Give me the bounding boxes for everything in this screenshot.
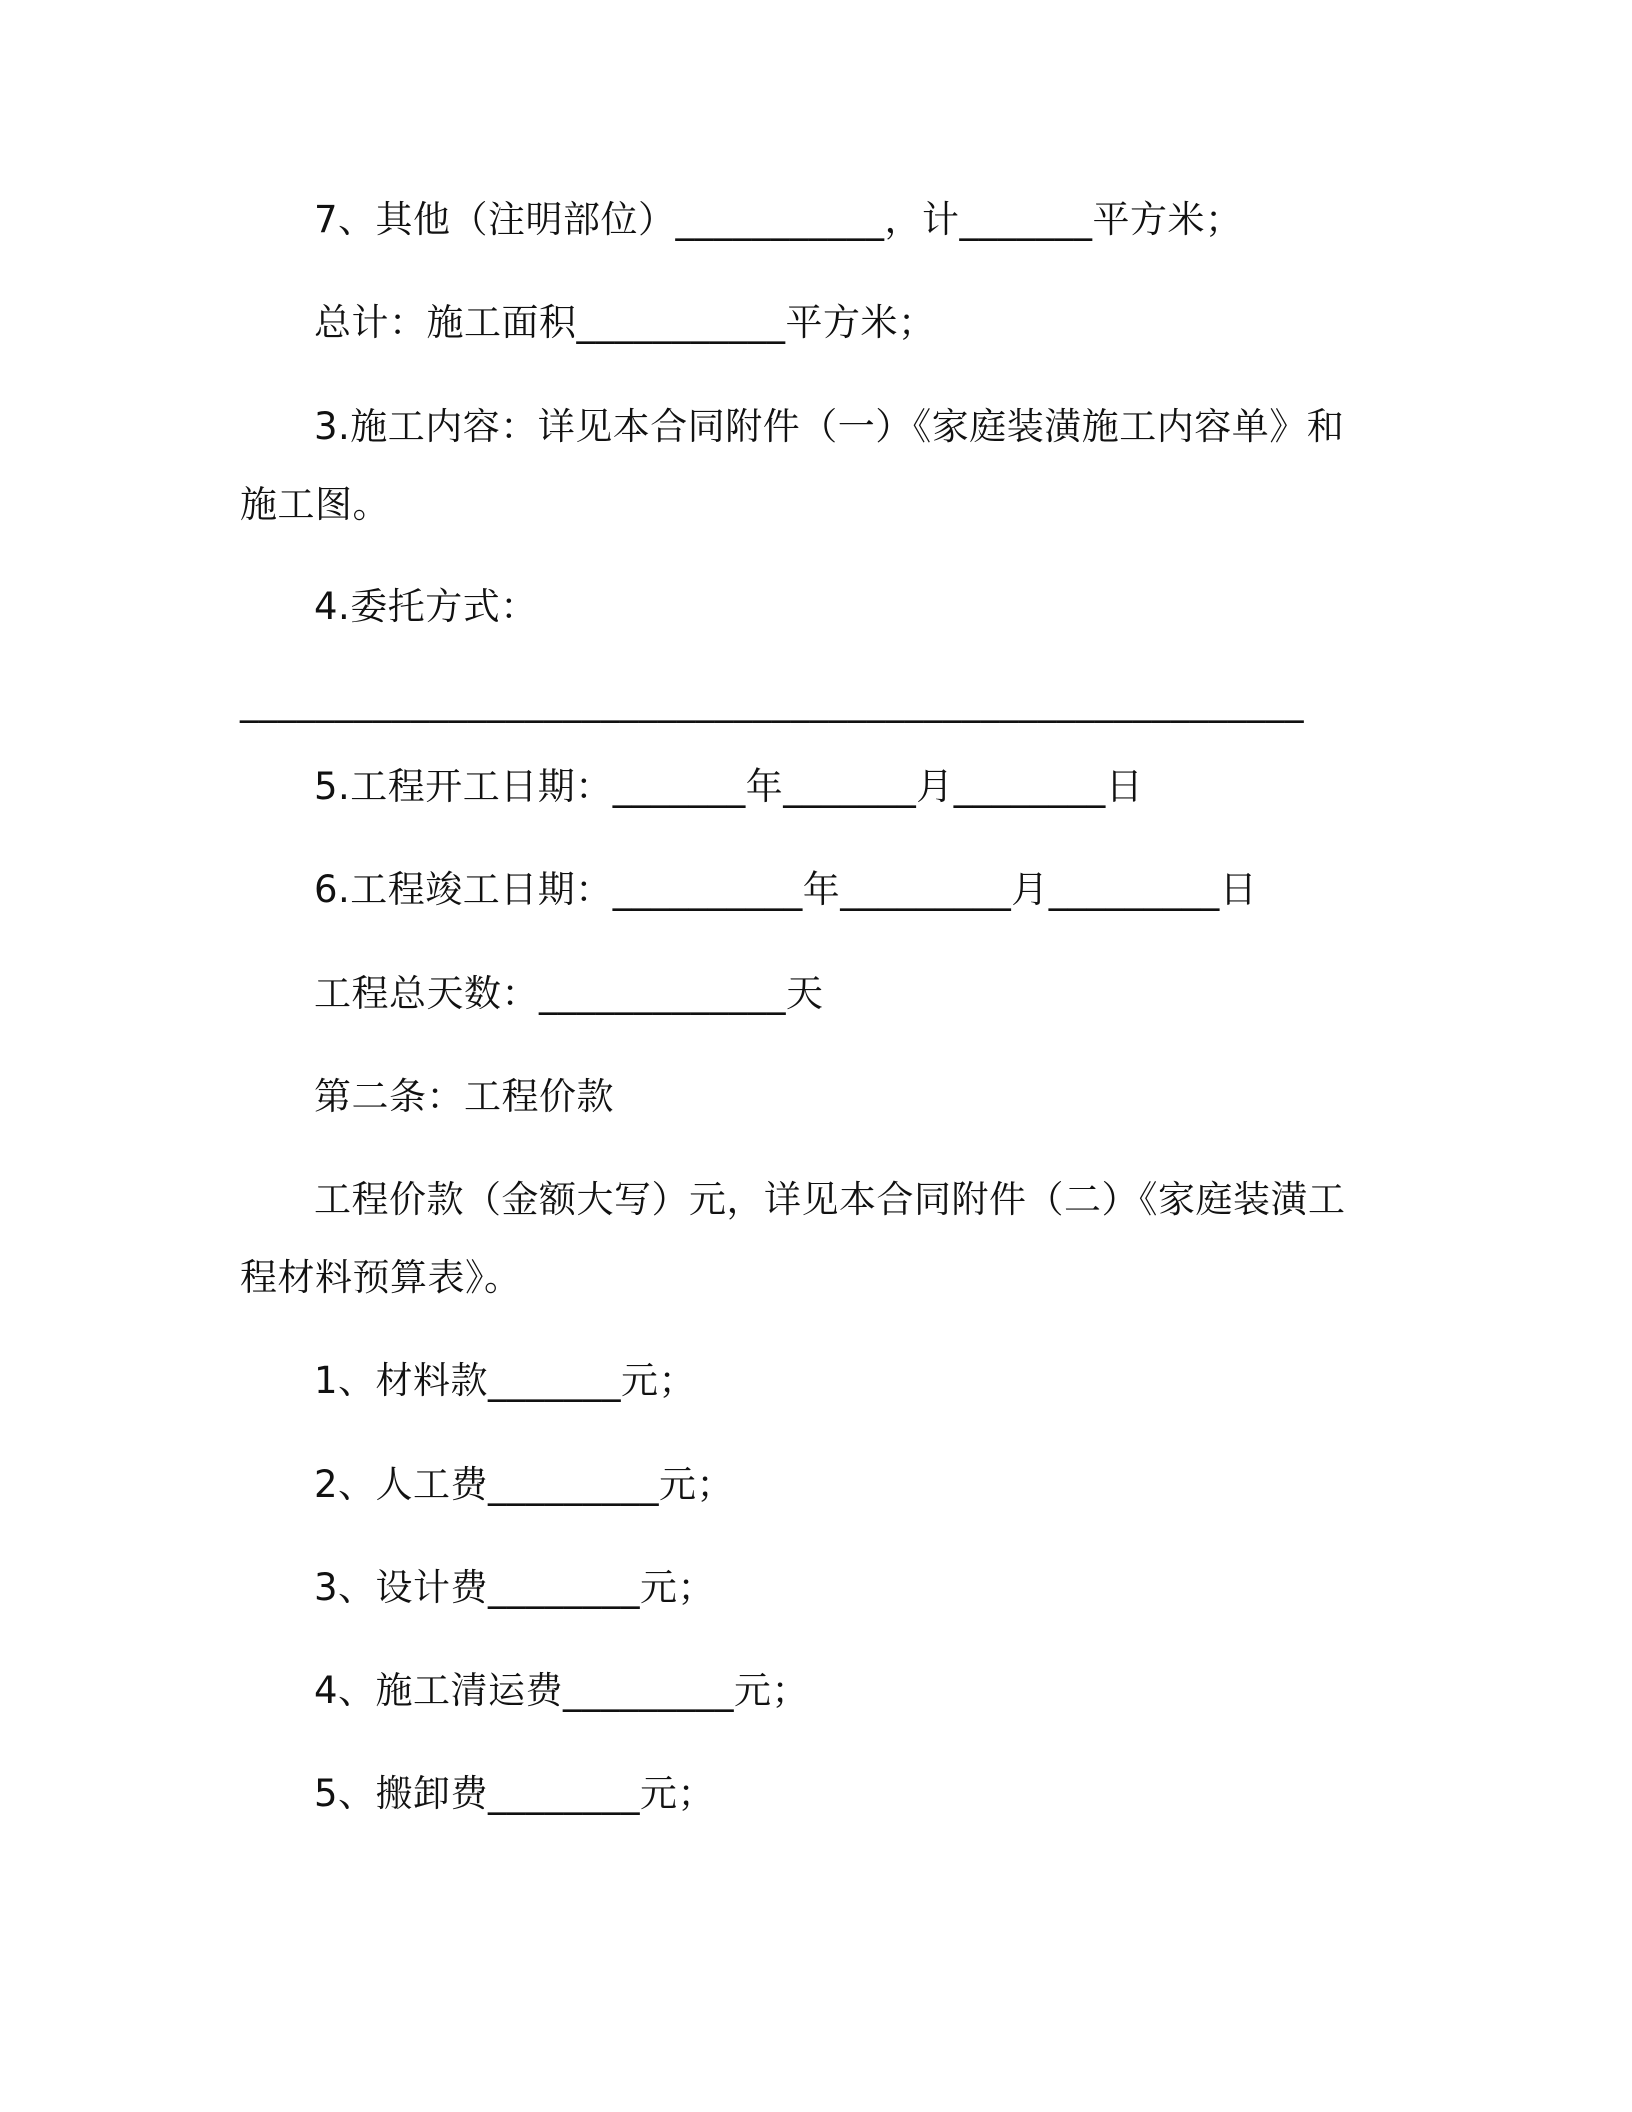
line-start-date: 5.工程开工日期：_______年_______月________日	[314, 765, 1144, 808]
line-cleanup-fee: 4、施工清运费_________元；	[314, 1669, 810, 1712]
line-price-desc-cont: 程材料预算表》。	[240, 1256, 522, 1299]
line-construction-content: 3.施工内容：详见本合同附件（一）《家庭装潢施工内容单》和	[314, 405, 1345, 448]
line-labor-fee: 2、人工费_________元；	[314, 1463, 735, 1506]
line-material-fee: 1、材料款_______元；	[314, 1359, 697, 1402]
line-entrust-blank: ________________________________________________________	[240, 680, 1304, 723]
line-total-days: 工程总天数：_____________天	[314, 972, 824, 1015]
line-article-two: 第二条：工程价款	[314, 1075, 614, 1118]
line-moving-fee: 5、搬卸费________元；	[314, 1772, 716, 1815]
line-total-area: 总计：施工面积___________平方米；	[314, 301, 936, 344]
line-price-desc: 工程价款（金额大写）元，详见本合同附件（二）《家庭装潢工	[314, 1178, 1346, 1221]
line-construction-content-cont: 施工图。	[240, 483, 390, 526]
line-entrust-method: 4.委托方式：	[314, 585, 538, 628]
line-other-area: 7、其他（注明部位）___________，计_______平方米；	[314, 198, 1243, 241]
line-design-fee: 3、设计费________元；	[314, 1566, 716, 1609]
line-end-date: 6.工程竣工日期：__________年_________月_________日	[314, 868, 1258, 911]
